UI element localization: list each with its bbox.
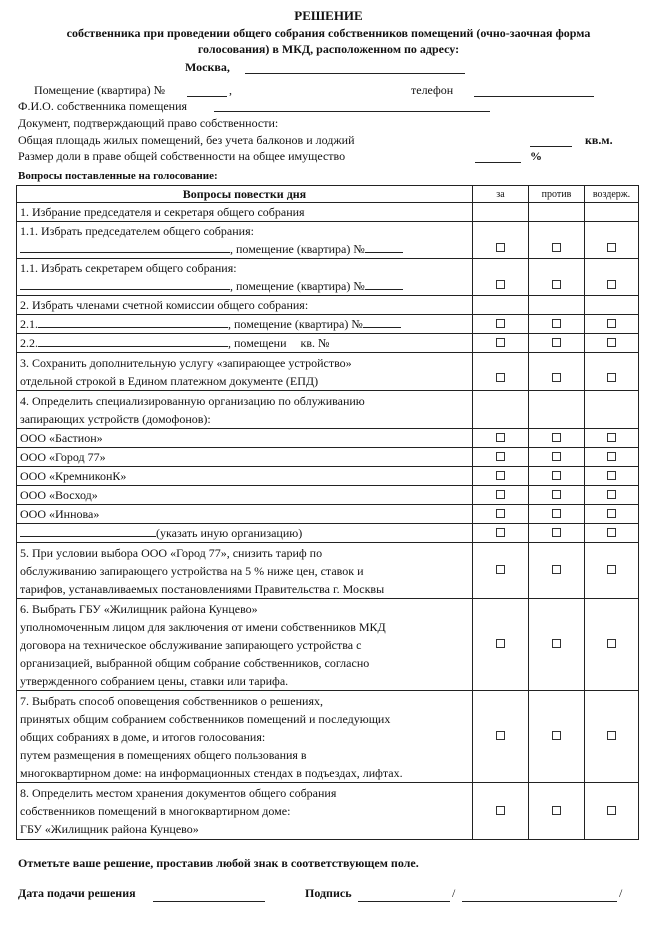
vote-for-checkbox[interactable] (496, 471, 505, 480)
table-row (17, 543, 639, 599)
vote-for-checkbox[interactable] (496, 528, 505, 537)
vote-for-checkbox[interactable] (496, 806, 505, 815)
question-cell: ООО «КремниконК» (17, 467, 473, 486)
vote-against-checkbox[interactable] (552, 565, 561, 574)
header-against: против (529, 186, 585, 203)
vote-against-checkbox[interactable] (552, 319, 561, 328)
share-field[interactable] (475, 161, 521, 163)
doc-subtitle-line2: голосования) в МКД, расположенном по адресу: (197, 42, 460, 56)
date-label: Дата подачи решения (18, 886, 136, 900)
question-cell: 1. Избрание председателя и секретаря общего собрания (17, 203, 473, 222)
question-cell: 1.1. Избрать секретарем общего собрания: , помещение (квартира) № (17, 259, 473, 296)
question-cell: 2.1. , помещение (квартира) № (17, 315, 473, 334)
vote-abstain-checkbox[interactable] (607, 806, 616, 815)
commission-member2-field[interactable] (38, 334, 228, 347)
vote-for-checkbox[interactable] (496, 639, 505, 648)
area-unit: кв.м. (585, 133, 613, 147)
table-row (17, 486, 639, 505)
vote-abstain-checkbox[interactable] (607, 528, 616, 537)
question-cell: 7. Выбрать способ оповещения собственников о решениях, принятых общим собранием собственников помещений и последующих общих собраниях в доме, и итогов голосования: путем размещения в помещениях общего пользования в многоквартирном доме: на информационных стендах в подъездах, лифтах. (17, 691, 473, 783)
vote-for-checkbox[interactable] (496, 243, 505, 252)
table-row (17, 783, 639, 840)
vote-against-checkbox[interactable] (552, 528, 561, 537)
commission-member1-premise-field[interactable] (363, 315, 401, 328)
vote-for-checkbox[interactable] (496, 319, 505, 328)
owner-label: Ф.И.О. собственника помещения (18, 99, 188, 113)
area-field[interactable] (530, 145, 572, 147)
header-abstain: воздерж. (585, 186, 639, 203)
city-label: Москва, (185, 60, 230, 74)
vote-abstain-checkbox[interactable] (607, 452, 616, 461)
vote-abstain-checkbox[interactable] (607, 509, 616, 518)
phone-label: телефон (411, 83, 454, 97)
vote-against-checkbox[interactable] (552, 452, 561, 461)
vote-against-checkbox[interactable] (552, 806, 561, 815)
vote-abstain-checkbox[interactable] (607, 338, 616, 347)
table-row (17, 467, 639, 486)
table-row (17, 296, 639, 315)
vote-abstain-checkbox[interactable] (607, 565, 616, 574)
table-row (17, 448, 639, 467)
table-row (17, 524, 639, 543)
table-row (17, 222, 639, 259)
question-cell: ООО «Бастион» (17, 429, 473, 448)
questions-heading: Вопросы поставленные на голосование: (18, 170, 218, 182)
vote-abstain-checkbox[interactable] (607, 490, 616, 499)
table-header-row (17, 186, 639, 203)
area-label: Общая площадь жилых помещений, без учета балконов и лоджий (18, 133, 355, 147)
vote-against-checkbox[interactable] (552, 731, 561, 740)
table-row (17, 259, 639, 296)
premise-comma: , (229, 83, 232, 97)
vote-against-checkbox[interactable] (552, 471, 561, 480)
question-cell: 6. Выбрать ГБУ «Жилищник района Кунцево» уполномоченным лицом для заключения от имени собственников МКД договора на техническое обслуживание запирающего устройства с организацией, выбранной общим собрание собственников, согласно утвержденного собранием цены, ставки или тарифа. (17, 599, 473, 691)
secretary-name-field[interactable] (20, 277, 230, 290)
vote-abstain-checkbox[interactable] (607, 731, 616, 740)
question-cell: ООО «Город 77» (17, 448, 473, 467)
signature-label: Подпись (305, 886, 352, 900)
doc-subtitle-line1: собственника при проведении общего собрания собственников помещений (очно-заочная форма (66, 26, 591, 40)
premise-label: Помещение (квартира) № (34, 83, 166, 97)
vote-abstain-checkbox[interactable] (607, 373, 616, 382)
header-for: за (473, 186, 529, 203)
vote-against-checkbox[interactable] (552, 280, 561, 289)
signature-slash-1: / (452, 886, 456, 900)
vote-for-checkbox[interactable] (496, 565, 505, 574)
document-label: Документ, подтверждающий право собственности: (18, 116, 279, 130)
table-row (17, 203, 639, 222)
vote-abstain-checkbox[interactable] (607, 433, 616, 442)
header-question: Вопросы повестки дня (17, 186, 473, 203)
commission-member1-field[interactable] (38, 315, 228, 328)
question-cell: (указать иную организацию) (17, 524, 473, 543)
table-row (17, 315, 639, 334)
vote-abstain-checkbox[interactable] (607, 243, 616, 252)
vote-for-checkbox[interactable] (496, 509, 505, 518)
question-cell: 8. Определить местом хранения документов общего собрания собственников помещений в многоквартирном доме: ГБУ «Жилищник района Кунцево» (17, 783, 473, 840)
vote-against-checkbox[interactable] (552, 509, 561, 518)
doc-title: РЕШЕНИЕ (294, 8, 363, 23)
vote-for-checkbox[interactable] (496, 452, 505, 461)
vote-for-checkbox[interactable] (496, 338, 505, 347)
share-unit: % (530, 149, 542, 163)
vote-against-checkbox[interactable] (552, 243, 561, 252)
question-cell: 1.1. Избрать председателем общего собрания: , помещение (квартира) № (17, 222, 473, 259)
question-cell: 3. Сохранить дополнительную услугу «запирающее устройство» отдельной строкой в Едином платежном документе (ЕПД) (17, 353, 473, 391)
vote-for-checkbox[interactable] (496, 731, 505, 740)
voting-table (16, 185, 639, 840)
owner-name-field[interactable] (214, 110, 490, 112)
table-row (17, 505, 639, 524)
vote-abstain-checkbox[interactable] (607, 319, 616, 328)
other-organization-field[interactable] (20, 524, 156, 537)
instruction-text: Отметьте ваше решение, проставив любой знак в соответствующем поле. (18, 856, 419, 870)
vote-for-checkbox[interactable] (496, 433, 505, 442)
table-row (17, 599, 639, 691)
secretary-premise-field[interactable] (365, 277, 403, 290)
vote-for-checkbox[interactable] (496, 373, 505, 382)
vote-against-checkbox[interactable] (552, 433, 561, 442)
vote-against-checkbox[interactable] (552, 490, 561, 499)
signature-decoding-field[interactable] (462, 900, 617, 902)
question-cell: ООО «Восход» (17, 486, 473, 505)
vote-for-checkbox[interactable] (496, 280, 505, 289)
vote-against-checkbox[interactable] (552, 373, 561, 382)
question-cell: 2.2. , помещени кв. № (17, 334, 473, 353)
question-cell: 4. Определить специализированную организацию по облуживанию запирающих устройств (домофонов): (17, 391, 473, 429)
chairman-premise-field[interactable] (365, 240, 403, 253)
address-field[interactable] (245, 72, 465, 74)
vote-for-checkbox[interactable] (496, 490, 505, 499)
date-field[interactable] (153, 900, 265, 902)
table-row (17, 334, 639, 353)
table-row (17, 391, 639, 429)
vote-against-checkbox[interactable] (552, 639, 561, 648)
table-row (17, 691, 639, 783)
signature-slash-2: / (619, 886, 623, 900)
vote-abstain-checkbox[interactable] (607, 280, 616, 289)
vote-abstain-checkbox[interactable] (607, 639, 616, 648)
vote-against-checkbox[interactable] (552, 338, 561, 347)
chairman-name-field[interactable] (20, 240, 230, 253)
signature-field[interactable] (358, 900, 450, 902)
share-label: Размер доли в праве общей собственности на общее имущество (18, 149, 346, 163)
table-row (17, 353, 639, 391)
premise-number-field[interactable] (187, 95, 227, 97)
phone-field[interactable] (474, 95, 594, 97)
table-row (17, 429, 639, 448)
question-cell: 2. Избрать членами счетной комиссии общего собрания: (17, 296, 473, 315)
vote-abstain-checkbox[interactable] (607, 471, 616, 480)
question-cell: 5. При условии выбора ООО «Город 77», снизить тариф по обслуживанию запирающего устройства на 5 % ниже цен, ставок и тарифов, устанавливаемых постановлениями Правительства г. Москвы (17, 543, 473, 599)
question-cell: ООО «Иннова» (17, 505, 473, 524)
